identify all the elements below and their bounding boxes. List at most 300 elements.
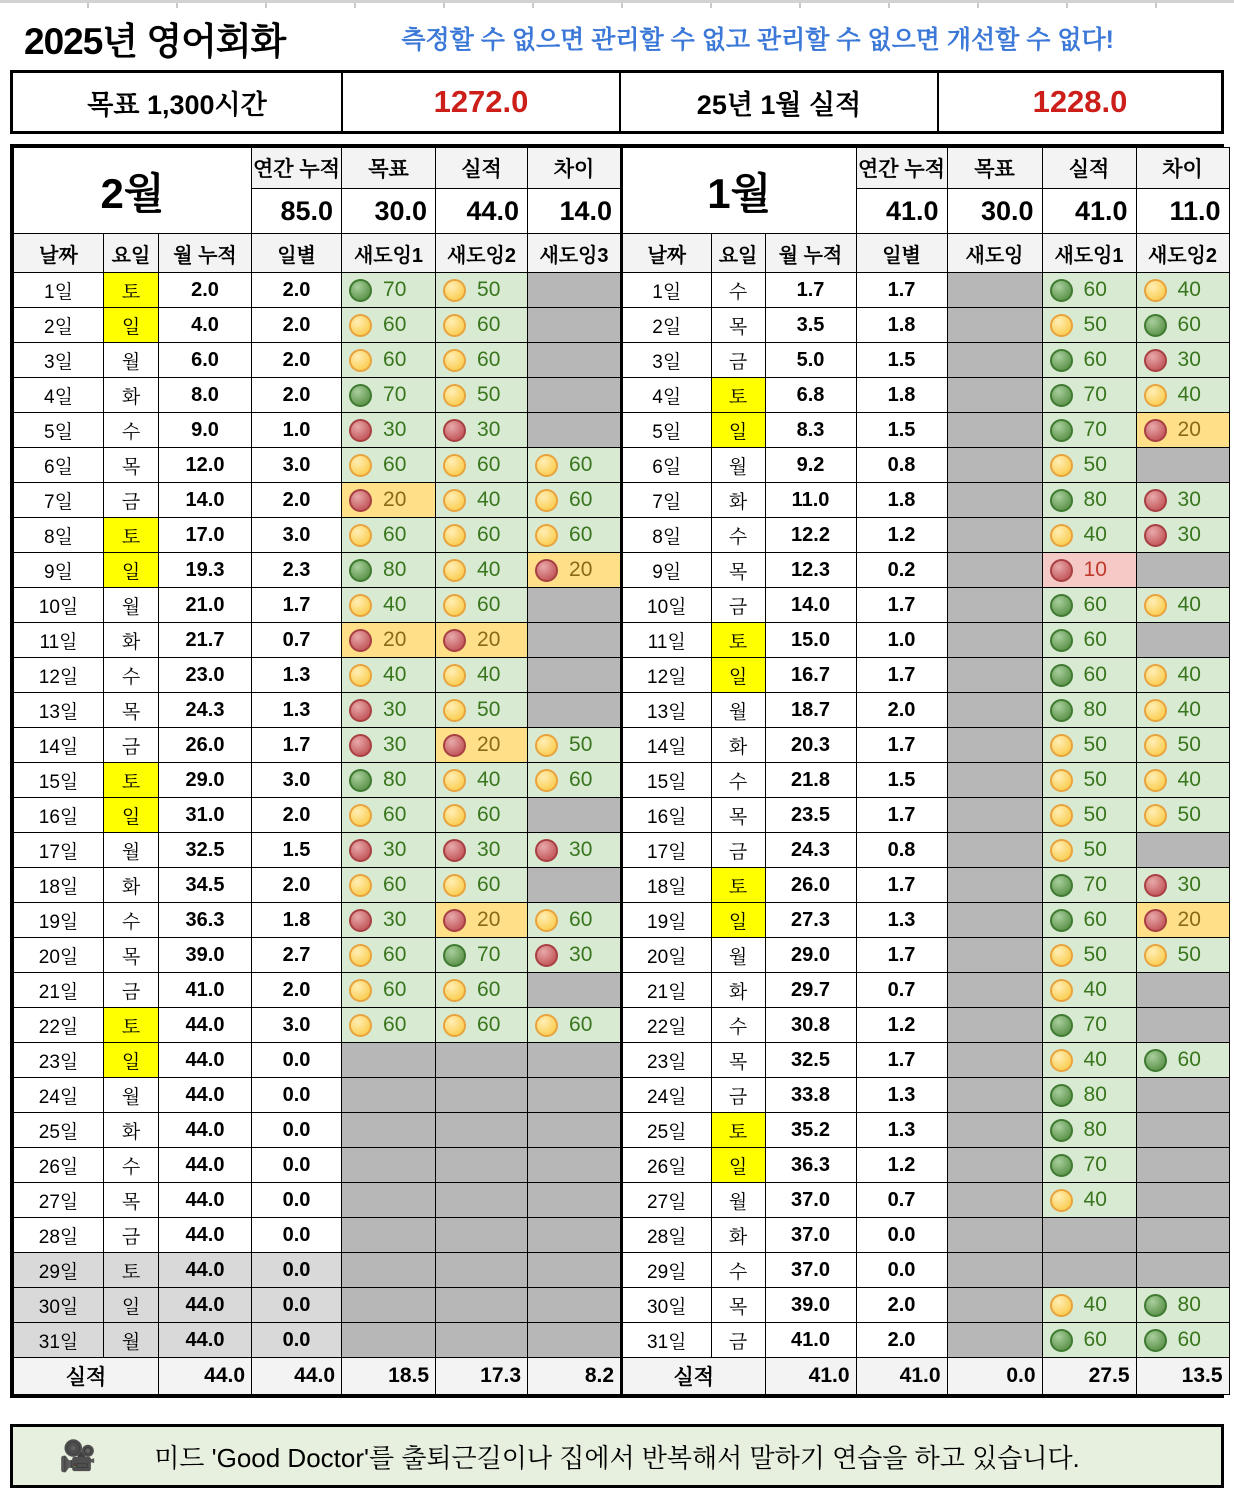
date-cell[interactable]: 13일: [622, 693, 711, 728]
shadowing-cell-empty[interactable]: [528, 413, 621, 448]
date-cell[interactable]: 25일: [622, 1113, 711, 1148]
shadowing-cell-empty[interactable]: [947, 1323, 1042, 1358]
month-cumulative-cell[interactable]: 21.8: [765, 763, 856, 798]
shadowing-cell-empty[interactable]: [528, 1113, 621, 1148]
shadowing-cell[interactable]: [1136, 1288, 1229, 1323]
shadowing-cell[interactable]: [1136, 763, 1229, 798]
shadowing-cell[interactable]: [528, 833, 621, 868]
date-cell[interactable]: 3일: [622, 343, 711, 378]
daily-hours-cell[interactable]: 2.0: [252, 343, 342, 378]
shadowing-cell-empty[interactable]: [342, 1148, 436, 1183]
weekday-cell[interactable]: 금: [104, 973, 159, 1008]
shadowing-cell[interactable]: [528, 763, 621, 798]
date-cell[interactable]: 29일: [14, 1253, 104, 1288]
date-cell[interactable]: 20일: [14, 938, 104, 973]
shadowing-cell-empty[interactable]: [436, 1183, 528, 1218]
shadowing-cell[interactable]: [1042, 1323, 1136, 1358]
shadowing-cell[interactable]: [342, 973, 436, 1008]
shadowing-cell-empty[interactable]: [1136, 1148, 1229, 1183]
month-cumulative-cell[interactable]: 20.3: [765, 728, 856, 763]
weekday-cell[interactable]: 월: [104, 833, 159, 868]
date-cell[interactable]: 1일: [14, 273, 104, 308]
shadowing-cell[interactable]: [1136, 693, 1229, 728]
daily-hours-cell[interactable]: 1.8: [252, 903, 342, 938]
shadowing-cell[interactable]: [1042, 483, 1136, 518]
date-cell[interactable]: 30일: [14, 1288, 104, 1323]
shadowing-cell[interactable]: [436, 973, 528, 1008]
shadowing-cell[interactable]: [1042, 588, 1136, 623]
shadowing-cell-empty[interactable]: [1136, 973, 1229, 1008]
shadowing-cell-empty[interactable]: [528, 1183, 621, 1218]
daily-hours-cell[interactable]: 2.0: [856, 1288, 947, 1323]
date-cell[interactable]: 25일: [14, 1113, 104, 1148]
daily-hours-cell[interactable]: 1.7: [856, 798, 947, 833]
weekday-cell[interactable]: 금: [711, 1323, 765, 1358]
month-cumulative-cell[interactable]: 33.8: [765, 1078, 856, 1113]
date-cell[interactable]: 5일: [14, 413, 104, 448]
shadowing-cell-empty[interactable]: [1136, 553, 1229, 588]
shadowing-cell-empty[interactable]: [947, 273, 1042, 308]
weekday-cell[interactable]: 월: [711, 938, 765, 973]
shadowing-cell-empty[interactable]: [947, 413, 1042, 448]
date-cell[interactable]: 2일: [622, 308, 711, 343]
shadowing-cell-empty[interactable]: [947, 903, 1042, 938]
month-cumulative-cell[interactable]: 23.0: [159, 658, 252, 693]
shadowing-cell-empty[interactable]: [528, 623, 621, 658]
column-header[interactable]: 새도잉1: [1042, 234, 1136, 273]
shadowing-cell[interactable]: [436, 413, 528, 448]
shadowing-cell[interactable]: [1042, 763, 1136, 798]
date-cell[interactable]: 31일: [14, 1323, 104, 1358]
stat-label[interactable]: 목표: [947, 148, 1042, 189]
weekday-cell[interactable]: 일: [711, 413, 765, 448]
daily-hours-cell[interactable]: 2.0: [252, 378, 342, 413]
weekday-cell[interactable]: 토: [711, 623, 765, 658]
daily-hours-cell[interactable]: 0.0: [856, 1218, 947, 1253]
date-cell[interactable]: 7일: [622, 483, 711, 518]
weekday-cell[interactable]: 목: [104, 1183, 159, 1218]
date-cell[interactable]: 18일: [622, 868, 711, 903]
daily-hours-cell[interactable]: 0.8: [856, 448, 947, 483]
daily-hours-cell[interactable]: 0.7: [252, 623, 342, 658]
shadowing-cell-empty[interactable]: [528, 973, 621, 1008]
shadowing-cell[interactable]: [1136, 868, 1229, 903]
shadowing-cell[interactable]: [436, 623, 528, 658]
shadowing-cell[interactable]: [1042, 1183, 1136, 1218]
shadowing-cell[interactable]: [1136, 343, 1229, 378]
daily-hours-cell[interactable]: 0.8: [856, 833, 947, 868]
shadowing-cell-empty[interactable]: [947, 448, 1042, 483]
shadowing-cell[interactable]: [1042, 693, 1136, 728]
month-cumulative-cell[interactable]: 36.3: [159, 903, 252, 938]
date-cell[interactable]: 16일: [622, 798, 711, 833]
shadowing-cell[interactable]: [1136, 588, 1229, 623]
weekday-cell[interactable]: 목: [104, 448, 159, 483]
weekday-cell[interactable]: 월: [711, 1183, 765, 1218]
month-cumulative-cell[interactable]: 34.5: [159, 868, 252, 903]
daily-hours-cell[interactable]: 1.3: [856, 1078, 947, 1113]
date-cell[interactable]: 27일: [14, 1183, 104, 1218]
date-cell[interactable]: 17일: [14, 833, 104, 868]
month-cumulative-cell[interactable]: 37.0: [765, 1218, 856, 1253]
daily-hours-cell[interactable]: 1.2: [856, 1148, 947, 1183]
date-cell[interactable]: 20일: [622, 938, 711, 973]
month-cumulative-cell[interactable]: 24.3: [765, 833, 856, 868]
weekday-cell[interactable]: 토: [104, 518, 159, 553]
daily-hours-cell[interactable]: 1.5: [856, 413, 947, 448]
shadowing-cell[interactable]: [1136, 1323, 1229, 1358]
date-cell[interactable]: 10일: [622, 588, 711, 623]
shadowing-cell[interactable]: [1136, 273, 1229, 308]
column-header[interactable]: 요일: [711, 234, 765, 273]
shadowing-cell[interactable]: [436, 378, 528, 413]
date-cell[interactable]: 4일: [14, 378, 104, 413]
shadowing-cell[interactable]: [436, 693, 528, 728]
daily-hours-cell[interactable]: 3.0: [252, 448, 342, 483]
shadowing-cell[interactable]: [1042, 343, 1136, 378]
daily-hours-cell[interactable]: 1.7: [856, 938, 947, 973]
shadowing-cell-empty[interactable]: [947, 973, 1042, 1008]
stat-value[interactable]: 30.0: [342, 189, 436, 234]
shadowing-cell-empty[interactable]: [947, 1183, 1042, 1218]
shadowing-cell-empty[interactable]: [1136, 448, 1229, 483]
shadowing-cell[interactable]: [528, 903, 621, 938]
jan-actual-value[interactable]: 1228.0: [937, 73, 1221, 131]
shadowing-cell[interactable]: [1136, 728, 1229, 763]
weekday-cell[interactable]: 일: [711, 658, 765, 693]
daily-hours-cell[interactable]: 0.2: [856, 553, 947, 588]
weekday-cell[interactable]: 월: [104, 343, 159, 378]
shadowing-cell-empty[interactable]: [947, 1218, 1042, 1253]
weekday-cell[interactable]: 금: [104, 483, 159, 518]
daily-hours-cell[interactable]: 0.7: [856, 973, 947, 1008]
month-cumulative-cell[interactable]: 44.0: [159, 1078, 252, 1113]
month-cumulative-cell[interactable]: 39.0: [159, 938, 252, 973]
date-cell[interactable]: 8일: [14, 518, 104, 553]
weekday-cell[interactable]: 일: [104, 798, 159, 833]
daily-hours-cell[interactable]: 0.0: [252, 1043, 342, 1078]
date-cell[interactable]: 4일: [622, 378, 711, 413]
month-cumulative-cell[interactable]: 32.5: [765, 1043, 856, 1078]
daily-hours-cell[interactable]: 0.0: [252, 1183, 342, 1218]
weekday-cell[interactable]: 일: [104, 308, 159, 343]
shadowing-cell[interactable]: [1042, 973, 1136, 1008]
weekday-cell[interactable]: 목: [711, 798, 765, 833]
shadowing-cell[interactable]: [1136, 1043, 1229, 1078]
shadowing-cell-empty[interactable]: [947, 343, 1042, 378]
totals-value[interactable]: 17.3: [436, 1358, 528, 1395]
shadowing-cell[interactable]: [1042, 623, 1136, 658]
shadowing-cell[interactable]: [342, 1008, 436, 1043]
shadowing-cell[interactable]: [342, 938, 436, 973]
month-cumulative-cell[interactable]: 15.0: [765, 623, 856, 658]
date-cell[interactable]: 3일: [14, 343, 104, 378]
date-cell[interactable]: 31일: [622, 1323, 711, 1358]
daily-hours-cell[interactable]: 3.0: [252, 763, 342, 798]
shadowing-cell[interactable]: [342, 378, 436, 413]
stat-value[interactable]: 14.0: [528, 189, 621, 234]
date-cell[interactable]: 21일: [622, 973, 711, 1008]
date-cell[interactable]: 19일: [14, 903, 104, 938]
shadowing-cell-empty[interactable]: [947, 308, 1042, 343]
shadowing-cell[interactable]: [436, 868, 528, 903]
daily-hours-cell[interactable]: 1.7: [856, 1043, 947, 1078]
shadowing-cell-empty[interactable]: [1136, 1113, 1229, 1148]
weekday-cell[interactable]: 목: [711, 308, 765, 343]
shadowing-cell[interactable]: [342, 798, 436, 833]
month-cumulative-cell[interactable]: 8.3: [765, 413, 856, 448]
column-header[interactable]: 새도잉2: [436, 234, 528, 273]
shadowing-cell-empty[interactable]: [1136, 623, 1229, 658]
month-cumulative-cell[interactable]: 37.0: [765, 1183, 856, 1218]
date-cell[interactable]: 15일: [622, 763, 711, 798]
date-cell[interactable]: 10일: [14, 588, 104, 623]
stat-label[interactable]: 연간 누적: [856, 148, 947, 189]
shadowing-cell-empty[interactable]: [528, 798, 621, 833]
weekday-cell[interactable]: 금: [104, 1218, 159, 1253]
month-title[interactable]: 2월: [14, 148, 252, 234]
date-cell[interactable]: 5일: [622, 413, 711, 448]
weekday-cell[interactable]: 월: [104, 1078, 159, 1113]
month-cumulative-cell[interactable]: 31.0: [159, 798, 252, 833]
shadowing-cell[interactable]: [1042, 1148, 1136, 1183]
daily-hours-cell[interactable]: 1.7: [856, 868, 947, 903]
weekday-cell[interactable]: 일: [711, 903, 765, 938]
shadowing-cell-empty[interactable]: [342, 1288, 436, 1323]
shadowing-cell-empty[interactable]: [1136, 1078, 1229, 1113]
date-cell[interactable]: 1일: [622, 273, 711, 308]
shadowing-cell-empty[interactable]: [436, 1113, 528, 1148]
shadowing-cell[interactable]: [342, 658, 436, 693]
shadowing-cell[interactable]: [528, 483, 621, 518]
shadowing-cell[interactable]: [1042, 938, 1136, 973]
totals-value[interactable]: 0.0: [947, 1358, 1042, 1395]
shadowing-cell[interactable]: [528, 553, 621, 588]
month-cumulative-cell[interactable]: 19.3: [159, 553, 252, 588]
month-cumulative-cell[interactable]: 12.0: [159, 448, 252, 483]
weekday-cell[interactable]: 목: [104, 693, 159, 728]
totals-value[interactable]: 41.0: [856, 1358, 947, 1395]
shadowing-cell[interactable]: [528, 448, 621, 483]
month-cumulative-cell[interactable]: 44.0: [159, 1253, 252, 1288]
shadowing-cell[interactable]: [342, 343, 436, 378]
month-cumulative-cell[interactable]: 21.0: [159, 588, 252, 623]
date-cell[interactable]: 15일: [14, 763, 104, 798]
month-cumulative-cell[interactable]: 44.0: [159, 1288, 252, 1323]
shadowing-cell-empty[interactable]: [947, 1148, 1042, 1183]
shadowing-cell[interactable]: [342, 903, 436, 938]
month-cumulative-cell[interactable]: 11.0: [765, 483, 856, 518]
date-cell[interactable]: 21일: [14, 973, 104, 1008]
column-header[interactable]: 월 누적: [765, 234, 856, 273]
month-cumulative-cell[interactable]: 29.7: [765, 973, 856, 1008]
column-header[interactable]: 일별: [252, 234, 342, 273]
shadowing-cell-empty[interactable]: [436, 1288, 528, 1323]
column-header[interactable]: 새도잉: [947, 234, 1042, 273]
weekday-cell[interactable]: 토: [104, 1253, 159, 1288]
shadowing-cell-empty[interactable]: [947, 1288, 1042, 1323]
weekday-cell[interactable]: 토: [104, 763, 159, 798]
month-cumulative-cell[interactable]: 37.0: [765, 1253, 856, 1288]
month-cumulative-cell[interactable]: 2.0: [159, 273, 252, 308]
weekday-cell[interactable]: 수: [104, 903, 159, 938]
shadowing-cell[interactable]: [1136, 938, 1229, 973]
shadowing-cell-empty[interactable]: [528, 588, 621, 623]
shadowing-cell-empty[interactable]: [947, 1113, 1042, 1148]
column-header[interactable]: 날짜: [622, 234, 711, 273]
weekday-cell[interactable]: 화: [711, 973, 765, 1008]
daily-hours-cell[interactable]: 2.7: [252, 938, 342, 973]
daily-hours-cell[interactable]: 1.0: [252, 413, 342, 448]
jan-actual-label[interactable]: 25년 1월 실적: [619, 73, 937, 131]
shadowing-cell[interactable]: [342, 693, 436, 728]
shadowing-cell-empty[interactable]: [947, 833, 1042, 868]
stat-value[interactable]: 41.0: [856, 189, 947, 234]
shadowing-cell-empty[interactable]: [436, 1043, 528, 1078]
month-cumulative-cell[interactable]: 35.2: [765, 1113, 856, 1148]
weekday-cell[interactable]: 화: [104, 623, 159, 658]
shadowing-cell[interactable]: [1042, 903, 1136, 938]
date-cell[interactable]: 13일: [14, 693, 104, 728]
stat-value[interactable]: 44.0: [436, 189, 528, 234]
month-cumulative-cell[interactable]: 44.0: [159, 1113, 252, 1148]
shadowing-cell-empty[interactable]: [1136, 1008, 1229, 1043]
daily-hours-cell[interactable]: 1.5: [856, 343, 947, 378]
daily-hours-cell[interactable]: 2.0: [252, 308, 342, 343]
totals-value[interactable]: 27.5: [1042, 1358, 1136, 1395]
daily-hours-cell[interactable]: 1.7: [252, 588, 342, 623]
shadowing-cell-empty[interactable]: [1136, 1218, 1229, 1253]
weekday-cell[interactable]: 수: [711, 1253, 765, 1288]
shadowing-cell-empty[interactable]: [528, 1288, 621, 1323]
shadowing-cell[interactable]: [1042, 868, 1136, 903]
daily-hours-cell[interactable]: 0.0: [252, 1148, 342, 1183]
shadowing-cell-empty[interactable]: [528, 658, 621, 693]
shadowing-cell[interactable]: [436, 588, 528, 623]
daily-hours-cell[interactable]: 2.3: [252, 553, 342, 588]
month-cumulative-cell[interactable]: 12.2: [765, 518, 856, 553]
date-cell[interactable]: 11일: [622, 623, 711, 658]
weekday-cell[interactable]: 수: [711, 518, 765, 553]
shadowing-cell-empty[interactable]: [947, 623, 1042, 658]
weekday-cell[interactable]: 수: [711, 273, 765, 308]
month-cumulative-cell[interactable]: 24.3: [159, 693, 252, 728]
daily-hours-cell[interactable]: 1.2: [856, 518, 947, 553]
shadowing-cell-empty[interactable]: [947, 798, 1042, 833]
shadowing-cell-empty[interactable]: [528, 308, 621, 343]
daily-hours-cell[interactable]: 1.5: [856, 763, 947, 798]
shadowing-cell[interactable]: [1136, 308, 1229, 343]
totals-value[interactable]: 8.2: [528, 1358, 621, 1395]
stat-label[interactable]: 실적: [436, 148, 528, 189]
stat-value[interactable]: 11.0: [1136, 189, 1229, 234]
daily-hours-cell[interactable]: 2.0: [252, 273, 342, 308]
month-cumulative-cell[interactable]: 30.8: [765, 1008, 856, 1043]
shadowing-cell[interactable]: [342, 483, 436, 518]
shadowing-cell[interactable]: [436, 483, 528, 518]
month-cumulative-cell[interactable]: 1.7: [765, 273, 856, 308]
shadowing-cell[interactable]: [1042, 798, 1136, 833]
daily-hours-cell[interactable]: 0.0: [252, 1218, 342, 1253]
goal-remaining-value[interactable]: 1272.0: [341, 73, 619, 131]
month-cumulative-cell[interactable]: 44.0: [159, 1148, 252, 1183]
goal-hours-label[interactable]: 목표 1,300시간: [13, 73, 341, 131]
shadowing-cell[interactable]: [1042, 1008, 1136, 1043]
date-cell[interactable]: 24일: [14, 1078, 104, 1113]
weekday-cell[interactable]: 화: [104, 1113, 159, 1148]
stat-value[interactable]: 30.0: [947, 189, 1042, 234]
weekday-cell[interactable]: 토: [711, 868, 765, 903]
shadowing-cell-empty[interactable]: [947, 693, 1042, 728]
shadowing-cell[interactable]: [342, 833, 436, 868]
weekday-cell[interactable]: 화: [104, 868, 159, 903]
shadowing-cell-empty[interactable]: [947, 868, 1042, 903]
shadowing-cell[interactable]: [1042, 518, 1136, 553]
date-cell[interactable]: 6일: [14, 448, 104, 483]
shadowing-cell[interactable]: [436, 903, 528, 938]
shadowing-cell-empty[interactable]: [1136, 1253, 1229, 1288]
daily-hours-cell[interactable]: 0.7: [856, 1183, 947, 1218]
weekday-cell[interactable]: 수: [104, 413, 159, 448]
shadowing-cell-empty[interactable]: [528, 1043, 621, 1078]
shadowing-cell-empty[interactable]: [528, 693, 621, 728]
month-cumulative-cell[interactable]: 26.0: [159, 728, 252, 763]
weekday-cell[interactable]: 금: [711, 1078, 765, 1113]
shadowing-cell[interactable]: [436, 343, 528, 378]
month-title[interactable]: 1월: [622, 148, 856, 234]
shadowing-cell[interactable]: [528, 1008, 621, 1043]
daily-hours-cell[interactable]: 3.0: [252, 1008, 342, 1043]
date-cell[interactable]: 30일: [622, 1288, 711, 1323]
shadowing-cell[interactable]: [1042, 1288, 1136, 1323]
shadowing-cell[interactable]: [1042, 728, 1136, 763]
shadowing-cell[interactable]: [1042, 273, 1136, 308]
shadowing-cell[interactable]: [1136, 903, 1229, 938]
column-header[interactable]: 새도잉3: [528, 234, 621, 273]
shadowing-cell-empty[interactable]: [528, 1323, 621, 1358]
stat-value[interactable]: 85.0: [252, 189, 342, 234]
shadowing-cell-empty[interactable]: [1136, 1183, 1229, 1218]
weekday-cell[interactable]: 월: [711, 693, 765, 728]
month-cumulative-cell[interactable]: 6.8: [765, 378, 856, 413]
date-cell[interactable]: 19일: [622, 903, 711, 938]
shadowing-cell[interactable]: [528, 518, 621, 553]
shadowing-cell-empty[interactable]: [947, 483, 1042, 518]
date-cell[interactable]: 24일: [622, 1078, 711, 1113]
totals-label[interactable]: 실적: [622, 1358, 765, 1395]
date-cell[interactable]: 23일: [14, 1043, 104, 1078]
stat-label[interactable]: 차이: [1136, 148, 1229, 189]
month-cumulative-cell[interactable]: 3.5: [765, 308, 856, 343]
shadowing-cell[interactable]: [1042, 1113, 1136, 1148]
shadowing-cell-empty[interactable]: [528, 343, 621, 378]
weekday-cell[interactable]: 일: [711, 1148, 765, 1183]
daily-hours-cell[interactable]: 2.0: [856, 693, 947, 728]
date-cell[interactable]: 27일: [622, 1183, 711, 1218]
weekday-cell[interactable]: 목: [711, 1288, 765, 1323]
date-cell[interactable]: 18일: [14, 868, 104, 903]
shadowing-cell-empty[interactable]: [947, 658, 1042, 693]
shadowing-cell[interactable]: [1042, 833, 1136, 868]
shadowing-cell[interactable]: [1136, 378, 1229, 413]
totals-value[interactable]: 44.0: [159, 1358, 252, 1395]
weekday-cell[interactable]: 목: [711, 553, 765, 588]
shadowing-cell[interactable]: [1042, 1078, 1136, 1113]
shadowing-cell[interactable]: [1042, 308, 1136, 343]
shadowing-cell[interactable]: [436, 308, 528, 343]
totals-value[interactable]: 18.5: [342, 1358, 436, 1395]
date-cell[interactable]: 7일: [14, 483, 104, 518]
